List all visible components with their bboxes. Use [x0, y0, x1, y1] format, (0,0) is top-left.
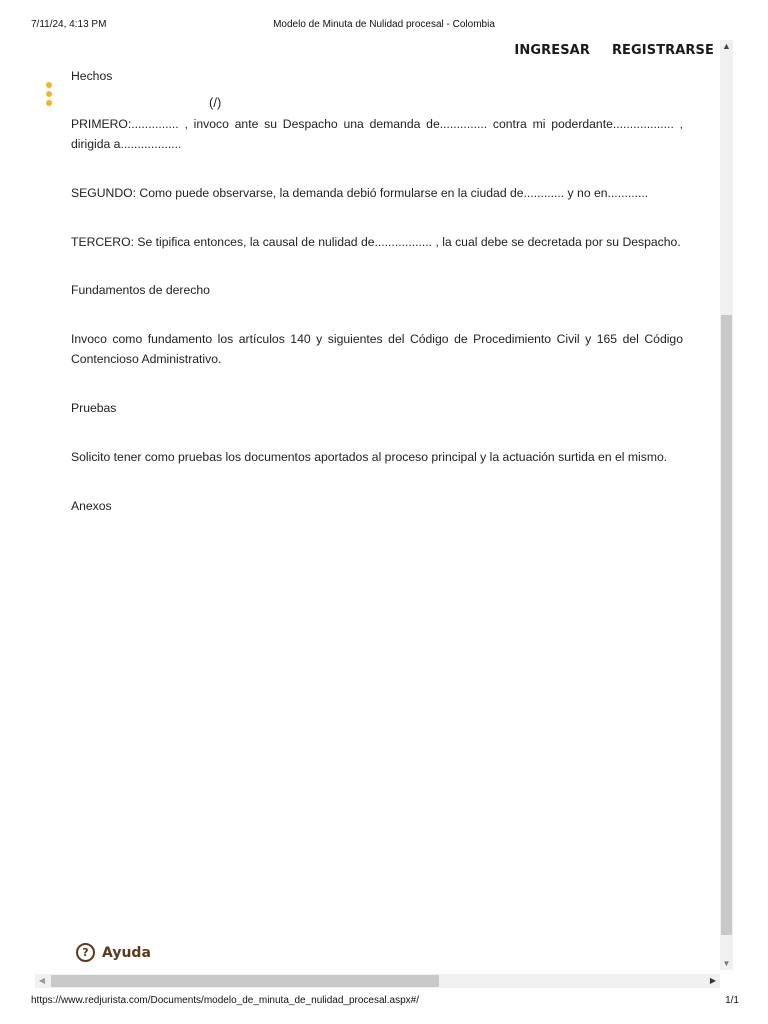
help-button[interactable] [76, 943, 151, 962]
horizontal-scrollbar[interactable] [35, 974, 720, 988]
page-number: 1/1 [725, 995, 739, 1006]
vertical-scrollbar[interactable] [720, 40, 733, 970]
anexos-heading: Anexos [71, 499, 112, 513]
help-label: Ayuda [102, 944, 151, 961]
login-link[interactable]: INGRESAR [514, 43, 590, 58]
fundamentos-paragraph: Invoco como fundamento los artículos 140 y siguientes del Código de Procedimiento Civil y 165 del Código Contencioso Administrativo. [71, 332, 683, 366]
kebab-dot [46, 100, 52, 106]
fundamentos-heading: Fundamentos de derecho [71, 283, 210, 297]
print-header [0, 19, 768, 33]
top-nav [514, 43, 714, 61]
print-title: Modelo de Minuta de Nulidad procesal - Colombia [273, 19, 495, 30]
print-footer [0, 995, 768, 1009]
horizontal-scroll-thumb[interactable] [51, 975, 439, 987]
register-link[interactable]: REGISTRARSE [611, 43, 714, 58]
print-url: https://www.redjurista.com/Documents/modelo_de_minuta_de_nulidad_procesal.aspx#/ [31, 995, 419, 1006]
kebab-menu-icon[interactable] [45, 82, 53, 106]
tercero-paragraph: TERCERO: Se tipifica entonces, la causal de nulidad de................. , la cual debe se decretada por su Despacho. [71, 235, 681, 249]
hechos-heading: Hechos [71, 69, 113, 83]
question-circle-icon: ? [76, 943, 95, 962]
vertical-scroll-thumb[interactable] [721, 315, 732, 935]
print-datetime: 7/11/24, 4:13 PM [31, 19, 107, 30]
scroll-down-icon[interactable]: ▼ [722, 959, 731, 968]
scroll-up-icon[interactable]: ▲ [722, 41, 731, 51]
document-content [71, 66, 683, 516]
pruebas-paragraph: Solicito tener como pruebas los documentos aportados al proceso principal y la actuación surtida en el mismo. [71, 450, 668, 464]
primero-paragraph: PRIMERO:.............. , invoco ante su Despacho una demanda de.............. contra mi poderdante.................. , dirigida a.................. [71, 117, 683, 151]
segundo-paragraph: SEGUNDO: Como puede observarse, la demanda debió formularse en la ciudad de............ y no en............ [71, 186, 649, 200]
scroll-left-icon[interactable]: ◀ [38, 976, 46, 985]
pruebas-heading: Pruebas [71, 401, 117, 415]
scroll-right-icon[interactable]: ▶ [709, 976, 717, 985]
kebab-dot [46, 82, 52, 88]
slash-marker: (/) [209, 95, 222, 110]
kebab-dot [46, 91, 52, 97]
